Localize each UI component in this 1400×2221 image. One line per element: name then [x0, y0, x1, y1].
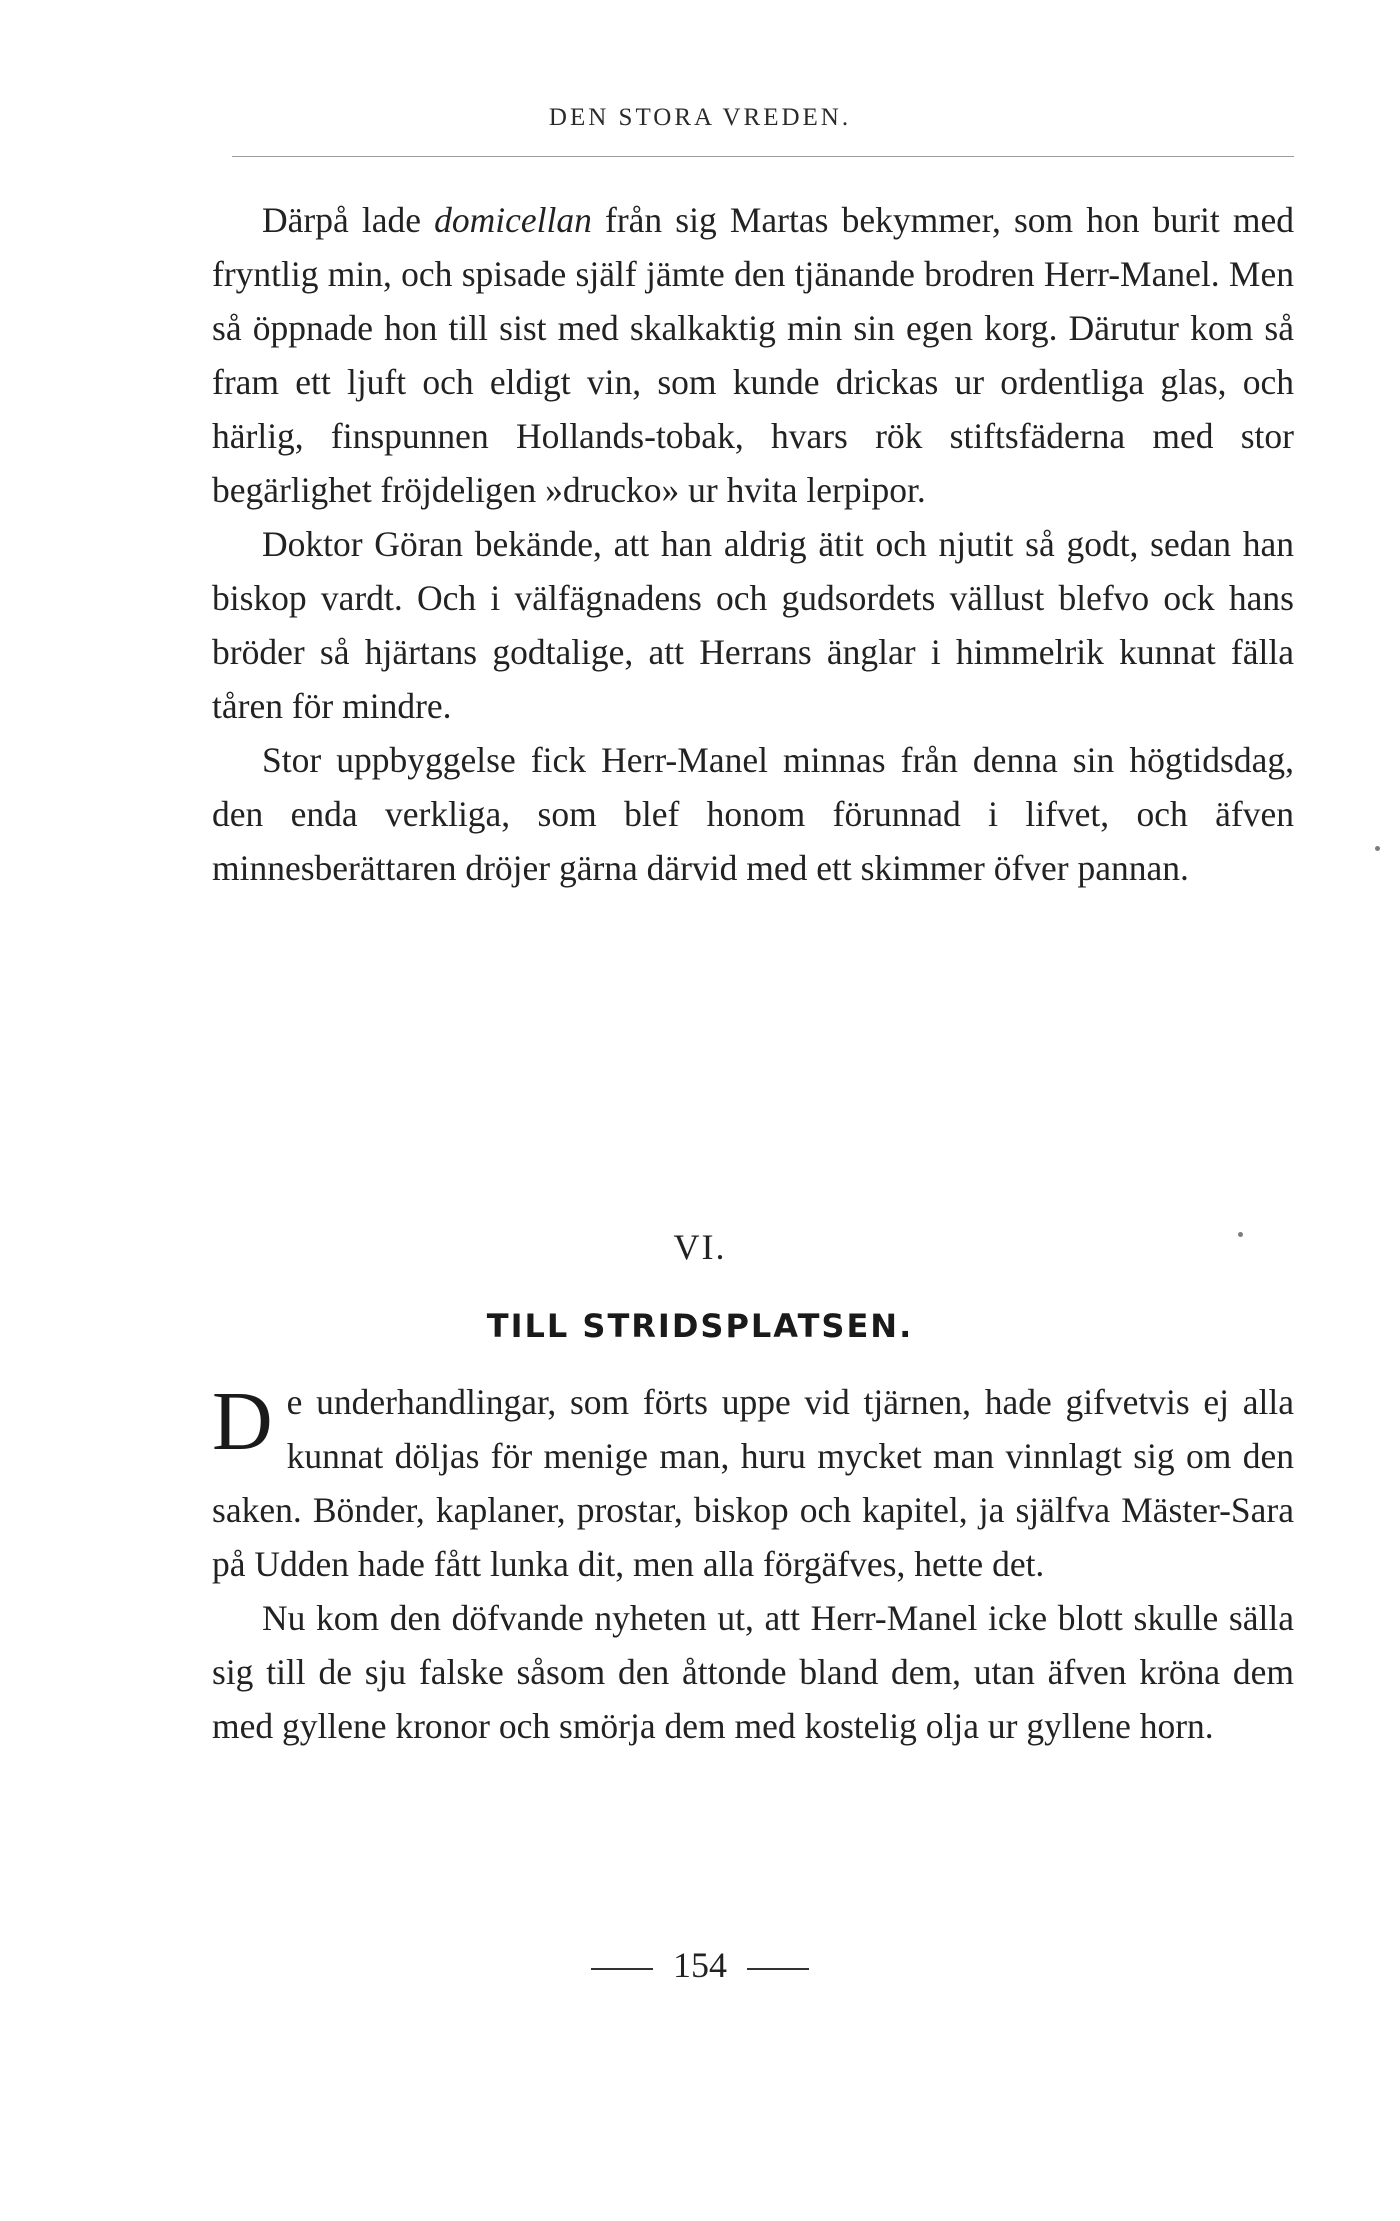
dash — [747, 1968, 809, 1970]
paragraph — [212, 517, 1294, 733]
section-2-text — [212, 1375, 1294, 1753]
paragraph: Nu kom den döfvande nyheten ut, att Herr-Manel icke blott skulle sälla sig till de sju falske såsom den åttonde bland dem, utan äfven kröna dem med gyllene kronor och smörja dem med kostelig olja ur gyllene horn. — [212, 1598, 1294, 1746]
dash — [591, 1968, 653, 1970]
chapter-title: TILL STRIDSPLATSEN. — [486, 1307, 914, 1345]
chapter-number: VI. — [673, 1227, 727, 1267]
text-run: Därpå lade — [262, 200, 435, 240]
paragraph-with-drop-cap — [212, 1375, 1294, 1591]
paragraph — [212, 733, 1294, 895]
text-run: Doktor Göran bekände, att han aldrig ätit och njutit så godt, sedan han biskop vardt. Och i välfägnadens och gudsordets vällust blefvo ock hans bröder så hjärtans godtalige, att Herrans änglar i himmelrik kunnat fälla tåren för mindre. — [212, 524, 1294, 726]
print-speck — [1238, 1232, 1243, 1237]
header-rule — [232, 156, 1294, 157]
paragraph — [212, 193, 1294, 517]
text-run: från sig Martas bekymmer, som hon burit med fryntlig min, och spisade själf jämte den tjänande brodren Herr-Manel. Men så öppnade hon till sist med skalkaktig min sin egen korg. Därutur kom så fram ett ljuft och eldigt vin, som kunde drickas ur ordentliga glas, och härlig, finspunnen Hollands-tobak, hvars rök stiftsfäderna med stor begärlighet fröjdeligen »drucko» ur hvita lerpipor. — [212, 200, 1294, 510]
page-number-line — [0, 1944, 1400, 1986]
drop-cap: D — [212, 1375, 273, 1468]
page-number: 154 — [673, 1945, 727, 1985]
italic-text: domicellan — [434, 200, 592, 240]
section-1-text — [212, 193, 1294, 895]
text-run: Stor uppbyggelse fick Herr-Manel minnas från denna sin högtidsdag, den enda verkliga, som blef honom förunnad i lifvet, och äfven minnesberättaren dröjer gärna därvid med ett skimmer öfver pannan. — [212, 740, 1294, 888]
print-speck — [1375, 846, 1380, 851]
running-head: DEN STORA VREDEN. — [548, 104, 852, 131]
paragraph-text: e underhandlingar, som förts uppe vid tjärnen, hade gifvetvis ej alla kunnat döljas för menige man, huru mycket man vinnlagt sig om den saken. Bönder, kaplaner, prostar, biskop och kapitel, ja själfva Mäster-Sara på Udden hade fått lunka dit, men alla förgäfves, hette det. — [212, 1382, 1294, 1584]
